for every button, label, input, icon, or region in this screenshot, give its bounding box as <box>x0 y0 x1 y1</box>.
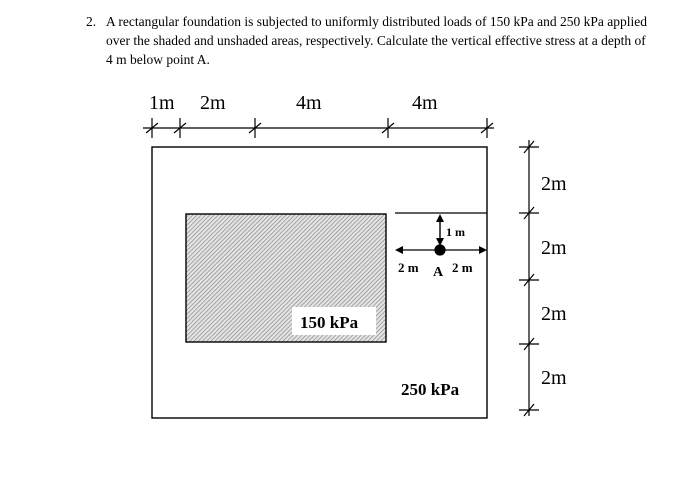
right-dimension-labels <box>541 173 567 389</box>
dim-right-2: 2m <box>541 237 567 259</box>
dim-top-4: 4m <box>412 92 438 114</box>
top-dimension-line <box>143 118 494 138</box>
dim-right-3: 2m <box>541 303 567 325</box>
point-a-detail <box>395 213 487 255</box>
detail-right-label: 2 m <box>452 260 473 275</box>
dim-top-2: 2m <box>200 92 226 114</box>
point-a-label: A <box>433 265 444 280</box>
detail-left-label: 2 m <box>398 260 419 275</box>
top-dimension-labels <box>149 92 438 114</box>
problem-number: 2. <box>86 14 97 29</box>
dim-top-1: 1m <box>149 92 175 114</box>
dim-right-4: 2m <box>541 367 567 389</box>
detail-vertical-label: 1 m <box>446 225 465 239</box>
load-label-unshaded: 250 kPa <box>401 380 460 399</box>
dim-top-3: 4m <box>296 92 322 114</box>
right-dimension-line <box>519 140 539 416</box>
load-label-shaded: 150 kPa <box>300 313 359 332</box>
problem-text: A rectangular foundation is subjected to uniformly distributed loads of 150 kPa and 250 kPa applied over the shaded and unshaded areas, respectively. Calculate the vertical effective stress at a depth of 4 m below point A. <box>106 14 648 67</box>
point-a-marker <box>435 245 445 255</box>
dim-right-1: 2m <box>541 173 567 195</box>
